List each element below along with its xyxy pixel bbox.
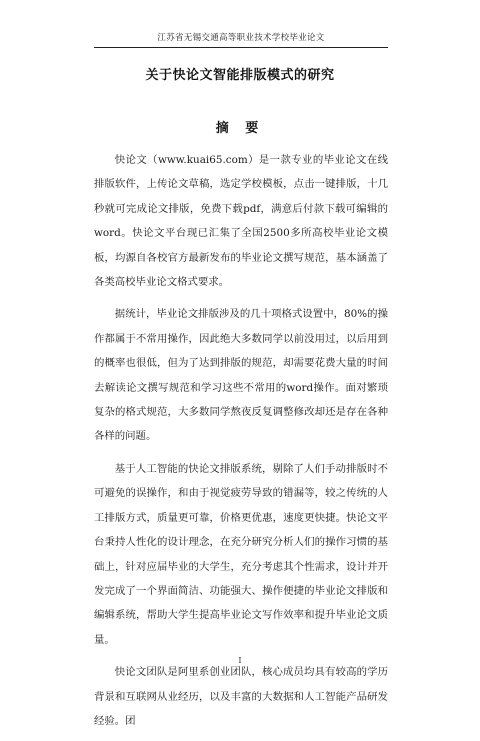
paragraph: 快论文团队是阿里系创业团队，核心成员均具有较高的学历背景和互联网从业经历，以及丰富的大数据和人工智能产品研发经验。团 — [94, 666, 388, 727]
paper-title: 关于快论文智能排版模式的研究 — [145, 68, 335, 83]
paragraph: 基于人工智能的快论文排版系统，剔除了人们手动排版时不可避免的误操作，和由于视觉疲劳导致的错漏等，较之传统的人工排版方式，质量更可靠，价格更优惠，速度更快捷。快论文平台秉持人性化的设计理念，在充分研究分析人们的操作习惯的基础上，针对应届毕业的大学生，充分考虑其个性需求，设计并开发完成了一个界面简洁、功能强大、操作便捷的毕业论文排版和编辑系统，帮助大学生提高毕业论文写作效率和提升毕业论文质量。 — [94, 462, 388, 646]
running-header: 江苏省无锡交通高等职业技术学校毕业论文 — [157, 33, 325, 43]
abstract-body — [94, 148, 388, 741]
paragraph: 快论文（www.kuai65.com）是一款专业的毕业论文在线排版软件，上传论文草稿，选定学校模板，点击一键排版，十几秒就可完成论文排版，免费下载pdf，满意后付款下载可编辑的word。快论文平台现已汇集了全国2500多所高校毕业论文模板，均源自各校官方最新发布的毕业论文撰写规范，基本涵盖了各类高校毕业论文格式要求。 — [94, 154, 388, 289]
header-rule — [94, 47, 388, 48]
abstract-heading: 摘 要 — [215, 121, 265, 136]
page-number: I — [238, 656, 242, 665]
paragraph: 据统计，毕业论文排版涉及的几十项格式设置中，80%的操作都属于不常用操作，因此绝大多数同学以前没用过，以后用到的概率也很低，但为了达到排版的规范，却需要花费大量的时间去解读论文撰写规范和学习这些不常用的word操作。面对繁琐复杂的格式规范，大多数同学熬夜反复调整修改却还是存在各种各样的问题。 — [94, 308, 388, 443]
